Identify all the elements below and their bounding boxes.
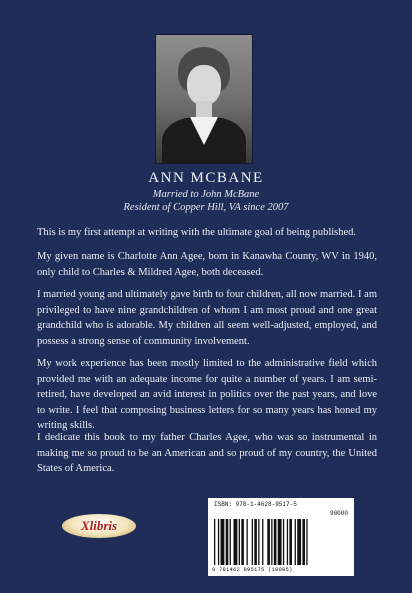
barcode-box (208, 498, 354, 576)
barcode-stripe (289, 519, 292, 565)
photo-neck (196, 101, 212, 117)
barcode-stripe (283, 519, 284, 565)
bio-paragraph-5: I dedicate this book to my father Charles Agee, who was so instrumental in making me so proud to be an American and so proud of my country, the United States of America. (37, 432, 377, 474)
author-subtitle-2: Resident of Copper Hill, VA since 2007 (123, 202, 289, 213)
barcode-stripe (295, 519, 296, 565)
price-code: 90000 (329, 510, 348, 517)
barcode-stripe (252, 519, 253, 565)
barcode-stripe (306, 519, 307, 565)
barcode-stripe (247, 519, 248, 565)
barcode-stripe (239, 519, 240, 565)
isbn-text: ISBN: 978-1-4628-9517-5 (214, 501, 297, 508)
bio-paragraph-3: I married young and ultimately gave birth to four children, all now married. I am privileged to have nine grandchildren of whom I am most proud and one great grandchild who is adorable. My children all seem well-adjusted, employed, and possess a strong sense of community involvement. (37, 289, 377, 347)
author-name: ANN MCBANE (148, 170, 264, 186)
barcode-stripe (287, 519, 288, 565)
barcode-stripe (214, 519, 215, 565)
barcode-bars (214, 519, 348, 565)
barcode-stripe (274, 519, 277, 565)
barcode-stripe (302, 519, 305, 565)
bio-paragraph-4: My work experience has been mostly limited to the administrative field which provided me with an adequate income for quite a number of years. I am semi-retired, have developed an avid interest in politics over the past years, and love to write. I feel that composing business letters for so many years has honed my writing skills. (37, 358, 377, 431)
barcode-stripe (258, 519, 259, 565)
photo-face (187, 65, 221, 105)
barcode-stripe (226, 519, 229, 565)
barcode-digits: 9 781462 895175 (10085) (212, 566, 293, 573)
barcode-stripe (241, 519, 244, 565)
author-photo (155, 34, 253, 164)
barcode-stripe (254, 519, 257, 565)
bio-paragraph-2: My given name is Charlotte Ann Agee, born in Kanawha County, WV in 1940, only child to Charles & Mildred Agee, both deceased. (37, 251, 377, 278)
author-subtitle-1: Married to John McBane (152, 189, 260, 200)
bio-paragraph-1: This is my first attempt at writing with the ultimate goal of being published. (37, 227, 357, 238)
barcode-stripe (230, 519, 231, 565)
barcode-stripe (267, 519, 270, 565)
barcode-stripe (278, 519, 282, 565)
barcode-stripe (297, 519, 301, 565)
barcode-stripe (218, 519, 219, 565)
barcode-stripe (221, 519, 225, 565)
publisher-logo: Xlibris (62, 514, 136, 538)
barcode-stripe (234, 519, 238, 565)
barcode-stripe (262, 519, 263, 565)
barcode-stripe (271, 519, 272, 565)
